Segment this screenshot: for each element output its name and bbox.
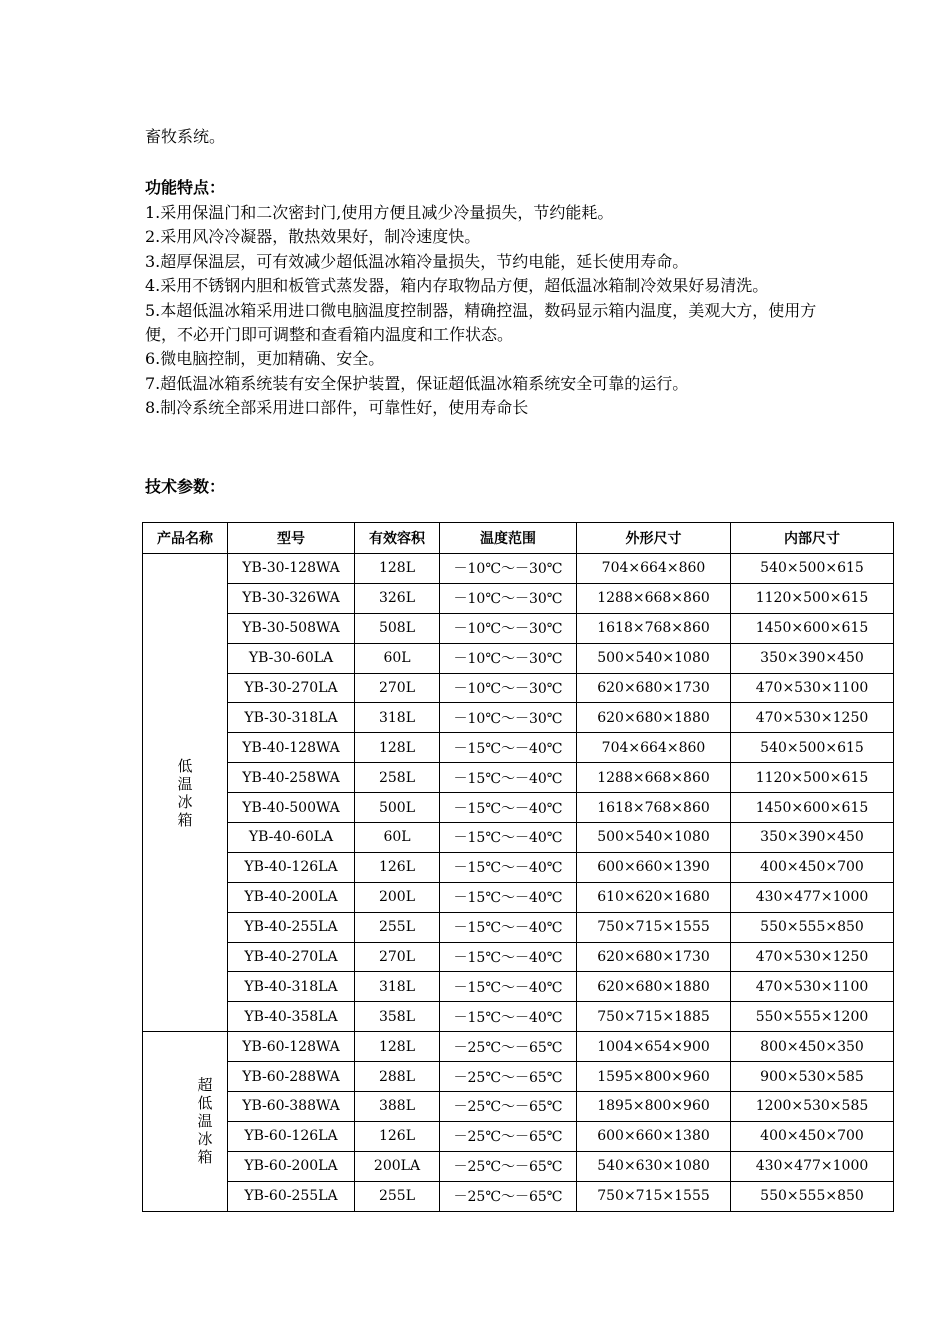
table-row	[143, 882, 894, 912]
temperature-range-cell: －25℃～－65℃	[440, 1062, 577, 1092]
temperature-range-cell: －15℃～－40℃	[440, 942, 577, 972]
model-cell: YB-40-500WA	[228, 793, 355, 823]
capacity-cell: 500L	[355, 793, 440, 823]
model-cell: YB-60-128WA	[228, 1032, 355, 1062]
capacity-cell: 128L	[355, 554, 440, 584]
temperature-range-cell: －25℃～－65℃	[440, 1032, 577, 1062]
model-cell: YB-40-126LA	[228, 852, 355, 882]
table-row	[143, 554, 894, 584]
capacity-cell: 60L	[355, 823, 440, 853]
inner-dimensions-cell: 800×450×350	[731, 1032, 894, 1062]
temperature-range-cell: －15℃～－40℃	[440, 912, 577, 942]
outer-dimensions-cell: 600×660×1390	[577, 852, 731, 882]
category-cell	[143, 554, 228, 1032]
table-row	[143, 613, 894, 643]
outer-dimensions-cell: 500×540×1080	[577, 823, 731, 853]
temperature-range-cell: －10℃～－30℃	[440, 554, 577, 584]
capacity-cell: 128L	[355, 733, 440, 763]
inner-dimensions-cell: 1450×600×615	[731, 613, 894, 643]
outer-dimensions-cell: 600×660×1380	[577, 1121, 731, 1151]
capacity-cell: 126L	[355, 852, 440, 882]
inner-dimensions-cell: 1120×500×615	[731, 763, 894, 793]
table-row	[143, 972, 894, 1002]
outer-dimensions-cell: 620×680×1880	[577, 703, 731, 733]
table-row	[143, 643, 894, 673]
feature-item: 7.超低温冰箱系统装有安全保护装置，保证超低温冰箱系统安全可靠的运行。	[145, 373, 689, 393]
table-row	[143, 703, 894, 733]
capacity-cell: 388L	[355, 1092, 440, 1122]
capacity-cell: 255L	[355, 912, 440, 942]
temperature-range-cell: －15℃～－40℃	[440, 823, 577, 853]
feature-item: 6.微电脑控制，更加精确、安全。	[145, 349, 385, 369]
model-cell: YB-40-200LA	[228, 882, 355, 912]
outer-dimensions-cell: 610×620×1680	[577, 882, 731, 912]
temperature-range-cell: －10℃～－30℃	[440, 673, 577, 703]
temperature-range-cell: －10℃～－30℃	[440, 703, 577, 733]
outer-dimensions-cell: 704×664×860	[577, 733, 731, 763]
temperature-range-cell: －15℃～－40℃	[440, 1002, 577, 1032]
inner-dimensions-cell: 550×555×850	[731, 1181, 894, 1211]
intro-text: 畜牧系统。	[145, 127, 226, 146]
outer-dimensions-cell: 750×715×1555	[577, 912, 731, 942]
header-product-name: 产品名称	[143, 523, 228, 554]
inner-dimensions-cell: 400×450×700	[731, 1121, 894, 1151]
model-cell: YB-30-318LA	[228, 703, 355, 733]
feature-item: 4.采用不锈钢内胆和板管式蒸发器，箱内存取物品方便，超低温冰箱制冷效果好易清洗。	[145, 276, 769, 296]
outer-dimensions-cell: 1595×800×960	[577, 1062, 731, 1092]
model-cell: YB-40-270LA	[228, 942, 355, 972]
capacity-cell: 200L	[355, 882, 440, 912]
specs-heading: 技术参数：	[145, 477, 226, 496]
spec-table	[142, 522, 894, 1212]
inner-dimensions-cell: 540×500×615	[731, 733, 894, 763]
inner-dimensions-cell: 470×530×1250	[731, 703, 894, 733]
temperature-range-cell: －10℃～－30℃	[440, 613, 577, 643]
table-row	[143, 1151, 894, 1181]
capacity-cell: 258L	[355, 763, 440, 793]
capacity-cell: 270L	[355, 942, 440, 972]
table-row	[143, 583, 894, 613]
inner-dimensions-cell: 350×390×450	[731, 823, 894, 853]
model-cell: YB-30-508WA	[228, 613, 355, 643]
features-list	[145, 201, 825, 421]
capacity-cell: 318L	[355, 703, 440, 733]
model-cell: YB-30-270LA	[228, 673, 355, 703]
inner-dimensions-cell: 900×530×585	[731, 1062, 894, 1092]
inner-dimensions-cell: 470×530×1100	[731, 673, 894, 703]
inner-dimensions-cell: 1200×530×585	[731, 1092, 894, 1122]
outer-dimensions-cell: 750×715×1555	[577, 1181, 731, 1211]
table-row	[143, 823, 894, 853]
table-row	[143, 1092, 894, 1122]
capacity-cell: 288L	[355, 1062, 440, 1092]
temperature-range-cell: －25℃～－65℃	[440, 1181, 577, 1211]
table-row	[143, 1032, 894, 1062]
temperature-range-cell: －15℃～－40℃	[440, 793, 577, 823]
outer-dimensions-cell: 1288×668×860	[577, 583, 731, 613]
temperature-range-cell: －15℃～－40℃	[440, 733, 577, 763]
table-row	[143, 673, 894, 703]
header-temperature-range: 温度范围	[440, 523, 577, 554]
model-cell: YB-40-318LA	[228, 972, 355, 1002]
temperature-range-cell: －15℃～－40℃	[440, 882, 577, 912]
table-row	[143, 1181, 894, 1211]
inner-dimensions-cell: 1450×600×615	[731, 793, 894, 823]
model-cell: YB-40-60LA	[228, 823, 355, 853]
table-body	[143, 554, 894, 1212]
table-row	[143, 912, 894, 942]
capacity-cell: 318L	[355, 972, 440, 1002]
feature-item: 3.超厚保温层，可有效减少超低温冰箱冷量损失，节约电能，延长使用寿命。	[145, 251, 689, 271]
category-cell	[143, 1032, 228, 1211]
model-cell: YB-40-258WA	[228, 763, 355, 793]
inner-dimensions-cell: 1120×500×615	[731, 583, 894, 613]
table-row	[143, 852, 894, 882]
inner-dimensions-cell: 550×555×1200	[731, 1002, 894, 1032]
table-row	[143, 1062, 894, 1092]
inner-dimensions-cell: 540×500×615	[731, 554, 894, 584]
temperature-range-cell: －10℃～－30℃	[440, 643, 577, 673]
model-cell: YB-40-358LA	[228, 1002, 355, 1032]
capacity-cell: 508L	[355, 613, 440, 643]
capacity-cell: 200LA	[355, 1151, 440, 1181]
outer-dimensions-cell: 704×664×860	[577, 554, 731, 584]
temperature-range-cell: －15℃～－40℃	[440, 852, 577, 882]
table-header-row	[143, 523, 894, 554]
outer-dimensions-cell: 620×680×1730	[577, 942, 731, 972]
inner-dimensions-cell: 430×477×1000	[731, 1151, 894, 1181]
model-cell: YB-60-288WA	[228, 1062, 355, 1092]
category-label: 低温冰箱	[177, 756, 193, 829]
model-cell: YB-40-128WA	[228, 733, 355, 763]
inner-dimensions-cell: 550×555×850	[731, 912, 894, 942]
capacity-cell: 255L	[355, 1181, 440, 1211]
table-row	[143, 733, 894, 763]
model-cell: YB-60-255LA	[228, 1181, 355, 1211]
table-row	[143, 793, 894, 823]
model-cell: YB-40-255LA	[228, 912, 355, 942]
temperature-range-cell: －25℃～－65℃	[440, 1151, 577, 1181]
temperature-range-cell: －10℃～－30℃	[440, 583, 577, 613]
capacity-cell: 126L	[355, 1121, 440, 1151]
features-heading: 功能特点：	[145, 178, 226, 197]
outer-dimensions-cell: 750×715×1885	[577, 1002, 731, 1032]
outer-dimensions-cell: 620×680×1880	[577, 972, 731, 1002]
outer-dimensions-cell: 1004×654×900	[577, 1032, 731, 1062]
inner-dimensions-cell: 430×477×1000	[731, 882, 894, 912]
feature-item: 8.制冷系统全部采用进口部件，可靠性好，使用寿命长	[145, 398, 529, 418]
category-label: 超低温冰箱	[197, 1076, 213, 1167]
inner-dimensions-cell: 470×530×1100	[731, 972, 894, 1002]
header-model: 型号	[228, 523, 355, 554]
model-cell: YB-60-126LA	[228, 1121, 355, 1151]
outer-dimensions-cell: 1618×768×860	[577, 793, 731, 823]
header-inner-dimensions: 内部尺寸	[731, 523, 894, 554]
feature-item: 1.采用保温门和二次密封门,使用方便且减少冷量损失，节约能耗。	[145, 203, 614, 222]
inner-dimensions-cell: 470×530×1250	[731, 942, 894, 972]
temperature-range-cell: －15℃～－40℃	[440, 972, 577, 1002]
model-cell: YB-30-326WA	[228, 583, 355, 613]
table-row	[143, 1002, 894, 1032]
model-cell: YB-60-388WA	[228, 1092, 355, 1122]
model-cell: YB-60-200LA	[228, 1151, 355, 1181]
outer-dimensions-cell: 1895×800×960	[577, 1092, 731, 1122]
feature-item: 2.采用风冷冷凝器，散热效果好，制冷速度快。	[145, 227, 481, 247]
outer-dimensions-cell: 540×630×1080	[577, 1151, 731, 1181]
feature-item: 5.本超低温冰箱采用进口微电脑温度控制器，精确控温，数码显示箱内温度，美观大方，使用方便，不必开门即可调整和查看箱内温度和工作状态。	[145, 300, 817, 345]
outer-dimensions-cell: 500×540×1080	[577, 643, 731, 673]
capacity-cell: 358L	[355, 1002, 440, 1032]
temperature-range-cell: －25℃～－65℃	[440, 1121, 577, 1151]
outer-dimensions-cell: 1618×768×860	[577, 613, 731, 643]
inner-dimensions-cell: 350×390×450	[731, 643, 894, 673]
table-row	[143, 942, 894, 972]
capacity-cell: 270L	[355, 673, 440, 703]
temperature-range-cell: －25℃～－65℃	[440, 1092, 577, 1122]
inner-dimensions-cell: 400×450×700	[731, 852, 894, 882]
outer-dimensions-cell: 1288×668×860	[577, 763, 731, 793]
temperature-range-cell: －15℃～－40℃	[440, 763, 577, 793]
model-cell: YB-30-128WA	[228, 554, 355, 584]
table-row	[143, 763, 894, 793]
header-outer-dimensions: 外形尺寸	[577, 523, 731, 554]
model-cell: YB-30-60LA	[228, 643, 355, 673]
capacity-cell: 128L	[355, 1032, 440, 1062]
header-capacity: 有效容积	[355, 523, 440, 554]
outer-dimensions-cell: 620×680×1730	[577, 673, 731, 703]
capacity-cell: 326L	[355, 583, 440, 613]
table-row	[143, 1121, 894, 1151]
capacity-cell: 60L	[355, 643, 440, 673]
